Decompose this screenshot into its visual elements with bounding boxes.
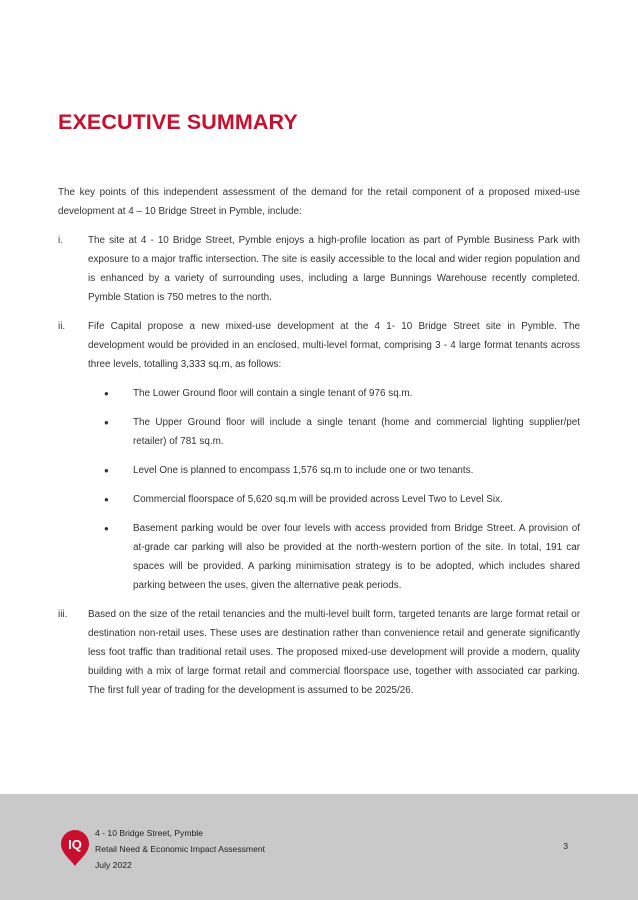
footer-date: July 2022 (95, 860, 132, 870)
key-point-marker: i. (58, 235, 63, 246)
key-point-marker: iii. (58, 609, 68, 620)
page-number: 3 (563, 841, 568, 851)
list-item (88, 519, 580, 595)
key-point-text: Based on the size of the retail tenancies and the multi-level built form, targeted tenants are large format retail or destination non-retail uses. These uses are destination rather than convenience retail and generate significantly less foot traffic than traditional retail uses. The proposed mixed-use development will provide a modern, quality building with a mix of large format retail and commercial floorspace use, together with associated car parking. The first full year of trading for the development is assumed to be 2025/26. (88, 609, 580, 696)
bullet-dot-icon: ● (104, 466, 109, 475)
floor-breakdown-list (88, 384, 580, 595)
bullet-text: Level One is planned to encompass 1,576 sq.m to include one or two tenants. (133, 465, 474, 476)
bullet-text: The Upper Ground floor will include a single tenant (home and commercial lighting supplier/pet retailer) of 781 sq.m. (133, 417, 580, 447)
bullet-text: The Lower Ground floor will contain a single tenant of 976 sq.m. (133, 388, 413, 399)
bullet-dot-icon: ● (104, 524, 109, 533)
page-footer (0, 794, 638, 900)
key-point-3 (58, 605, 580, 700)
summary-body (58, 183, 580, 700)
iq-logo-icon (58, 827, 92, 867)
bullet-dot-icon: ● (104, 495, 109, 504)
footer-info (95, 825, 265, 873)
key-point-text: The site at 4 - 10 Bridge Street, Pymble enjoys a high-profile location as part of Pymble Business Park with exposure to a major traffic intersection. The site is easily accessible to the local and wider region population and is enhanced by a variety of surrounding uses, including a large Bunnings Warehouse recently completed. Pymble Station is 750 metres to the north. (88, 235, 580, 303)
intro-paragraph: The key points of this independent assessment of the demand for the retail component of a proposed mixed-use development at 4 – 10 Bridge Street in Pymble, include: (58, 187, 580, 217)
key-point-marker: ii. (58, 321, 66, 332)
bullet-dot-icon: ● (104, 389, 109, 398)
list-item (88, 461, 580, 480)
list-item (88, 413, 580, 451)
page-title: EXECUTIVE SUMMARY (58, 110, 298, 134)
bullet-dot-icon: ● (104, 418, 109, 427)
key-point-text: Fife Capital propose a new mixed-use development at the 4 1- 10 Bridge Street site in Pymble. The development would be provided in an enclosed, multi-level format, comprising 3 - 4 large format tenants across three levels, totalling 3,333 sq.m, as follows: (88, 321, 580, 370)
key-points-list (58, 231, 580, 700)
key-point-2 (58, 317, 580, 595)
bullet-text: Basement parking would be over four levels with access provided from Bridge Street. A provision of at-grade car parking will also be provided at the north-western portion of the site. In total, 191 car spaces will be provided. A parking minimisation strategy is to be adopted, which includes shared parking between the uses, given the alternative peak periods. (133, 523, 580, 591)
list-item (88, 490, 580, 509)
list-item (88, 384, 580, 403)
footer-report-title: Retail Need & Economic Impact Assessment (95, 844, 266, 854)
bullet-text: Commercial floorspace of 5,620 sq.m will be provided across Level Two to Level Six. (133, 494, 503, 505)
key-point-1 (58, 231, 580, 307)
footer-address: 4 - 10 Bridge Street, Pymble (95, 828, 203, 838)
logo-text: IQ (68, 837, 82, 852)
